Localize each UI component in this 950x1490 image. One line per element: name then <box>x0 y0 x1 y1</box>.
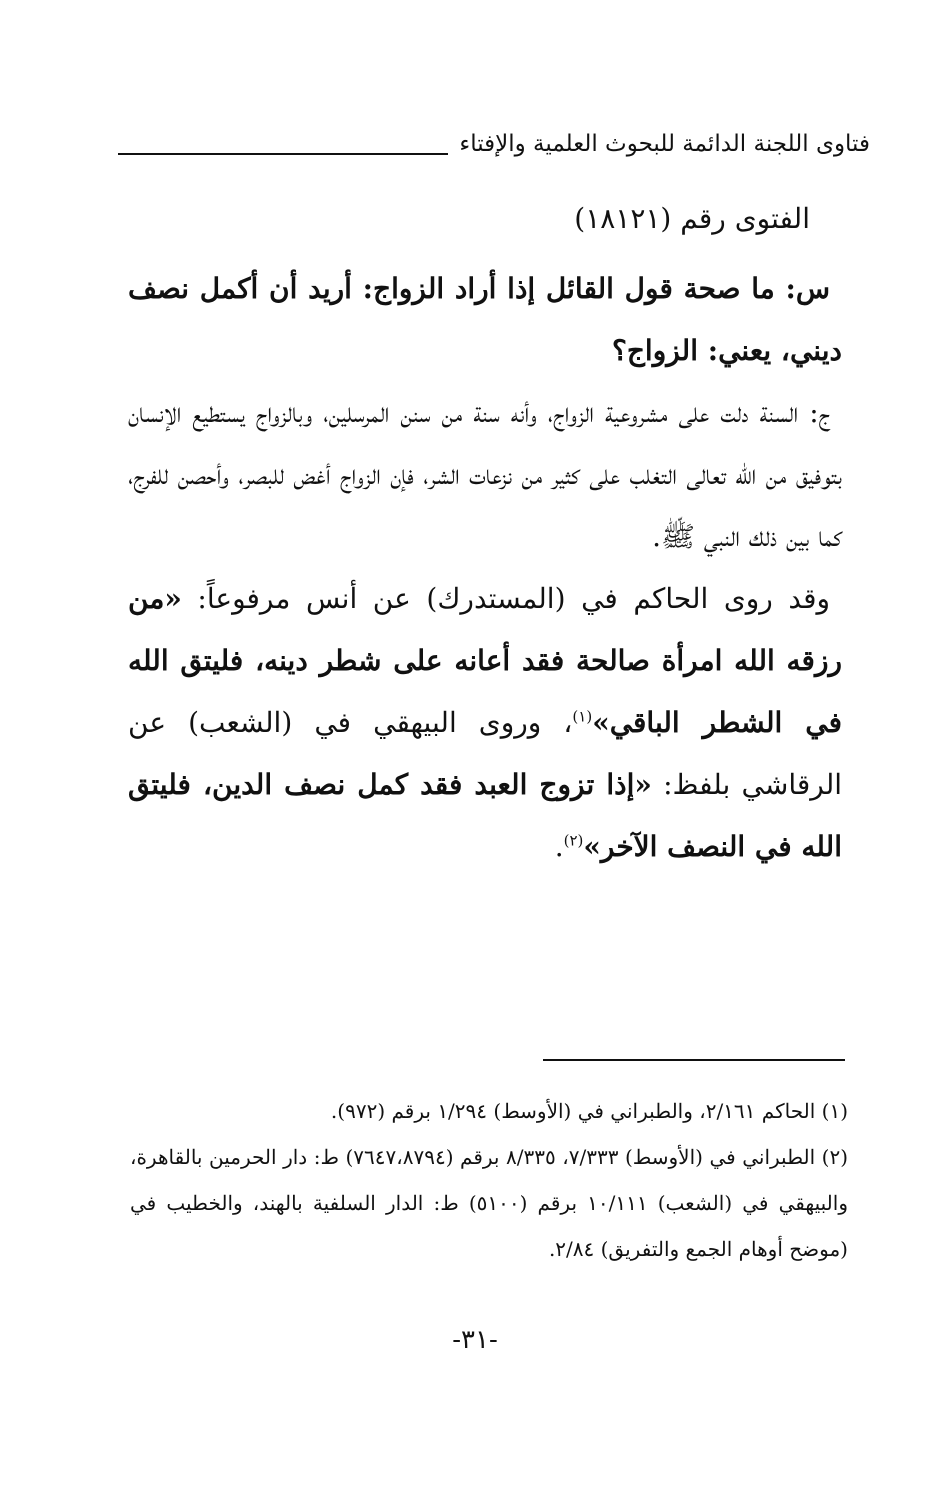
running-title: فتاوى اللجنة الدائمة للبحوث العلمية والإفتاء <box>459 131 870 157</box>
footnote-2: (٢) الطبراني في (الأوسط) ٧/٣٣٣، ٨/٣٣٥ برقم (٧٦٤٧،٨٧٩٤) ط: دار الحرمين بالقاهرة، والبيهقي في (الشعب) ١٠/١١١ برقم (٥١٠٠) ط: الدار السلفية بالهند، والخطيب في (موضح أوهام الجمع والتفريق) ٢/٨٤. <box>130 1145 849 1261</box>
hadith-middle: ، وروى البيهقي في (الشعب) عن الرقاشي بلفظ: <box>128 706 843 801</box>
main-text <box>128 258 842 878</box>
page-number: -٣١- <box>452 1325 498 1355</box>
fatwa-number: الفتوى رقم (١٨١٢١) <box>574 202 810 235</box>
hadith-quote-1: «من رزقه الله امرأة صالحة فقد أعانه على شطر دينه، فليتق الله في الشطر الباقي» <box>128 582 842 739</box>
footnote-1: (١) الحاكم ٢/١٦١، والطبراني في (الأوسط) ١/٢٩٤ برقم (٩٧٢). <box>330 1099 848 1123</box>
hadith-quote-2: «إذا تزوج العبد فقد كمل نصف الدين، فليتق الله في النصف الآخر» <box>128 768 842 863</box>
hadith-end: . <box>554 830 564 863</box>
footnote-separator <box>543 1059 845 1061</box>
question-paragraph: س: ما صحة قول القائل إذا أراد الزواج: أريد أن أكمل نصف ديني، يعني: الزواج؟ <box>128 272 842 367</box>
page-header <box>118 128 870 164</box>
footnote-ref-1: (١) <box>572 707 593 726</box>
footnote-ref-2: (٢) <box>563 831 584 850</box>
hadith-intro: وقد روى الحاكم في (المستدرك) عن أنس مرفوعاً: <box>181 582 830 615</box>
footnotes <box>130 1088 848 1272</box>
hadith-paragraph <box>128 568 842 878</box>
answer-paragraph: ج: السنة دلت على مشروعية الزواج، وأنه سنة من سنن المرسلين، وبالزواج يستطيع الإنسان بتوفيق من الله تعالى التغلب على كثير من نزعات الشر، فإن الزواج أغض للبصر، وأحصن للفرج، كما بين ذلك النبي ﷺ. <box>128 396 842 553</box>
header-rule <box>118 153 448 155</box>
